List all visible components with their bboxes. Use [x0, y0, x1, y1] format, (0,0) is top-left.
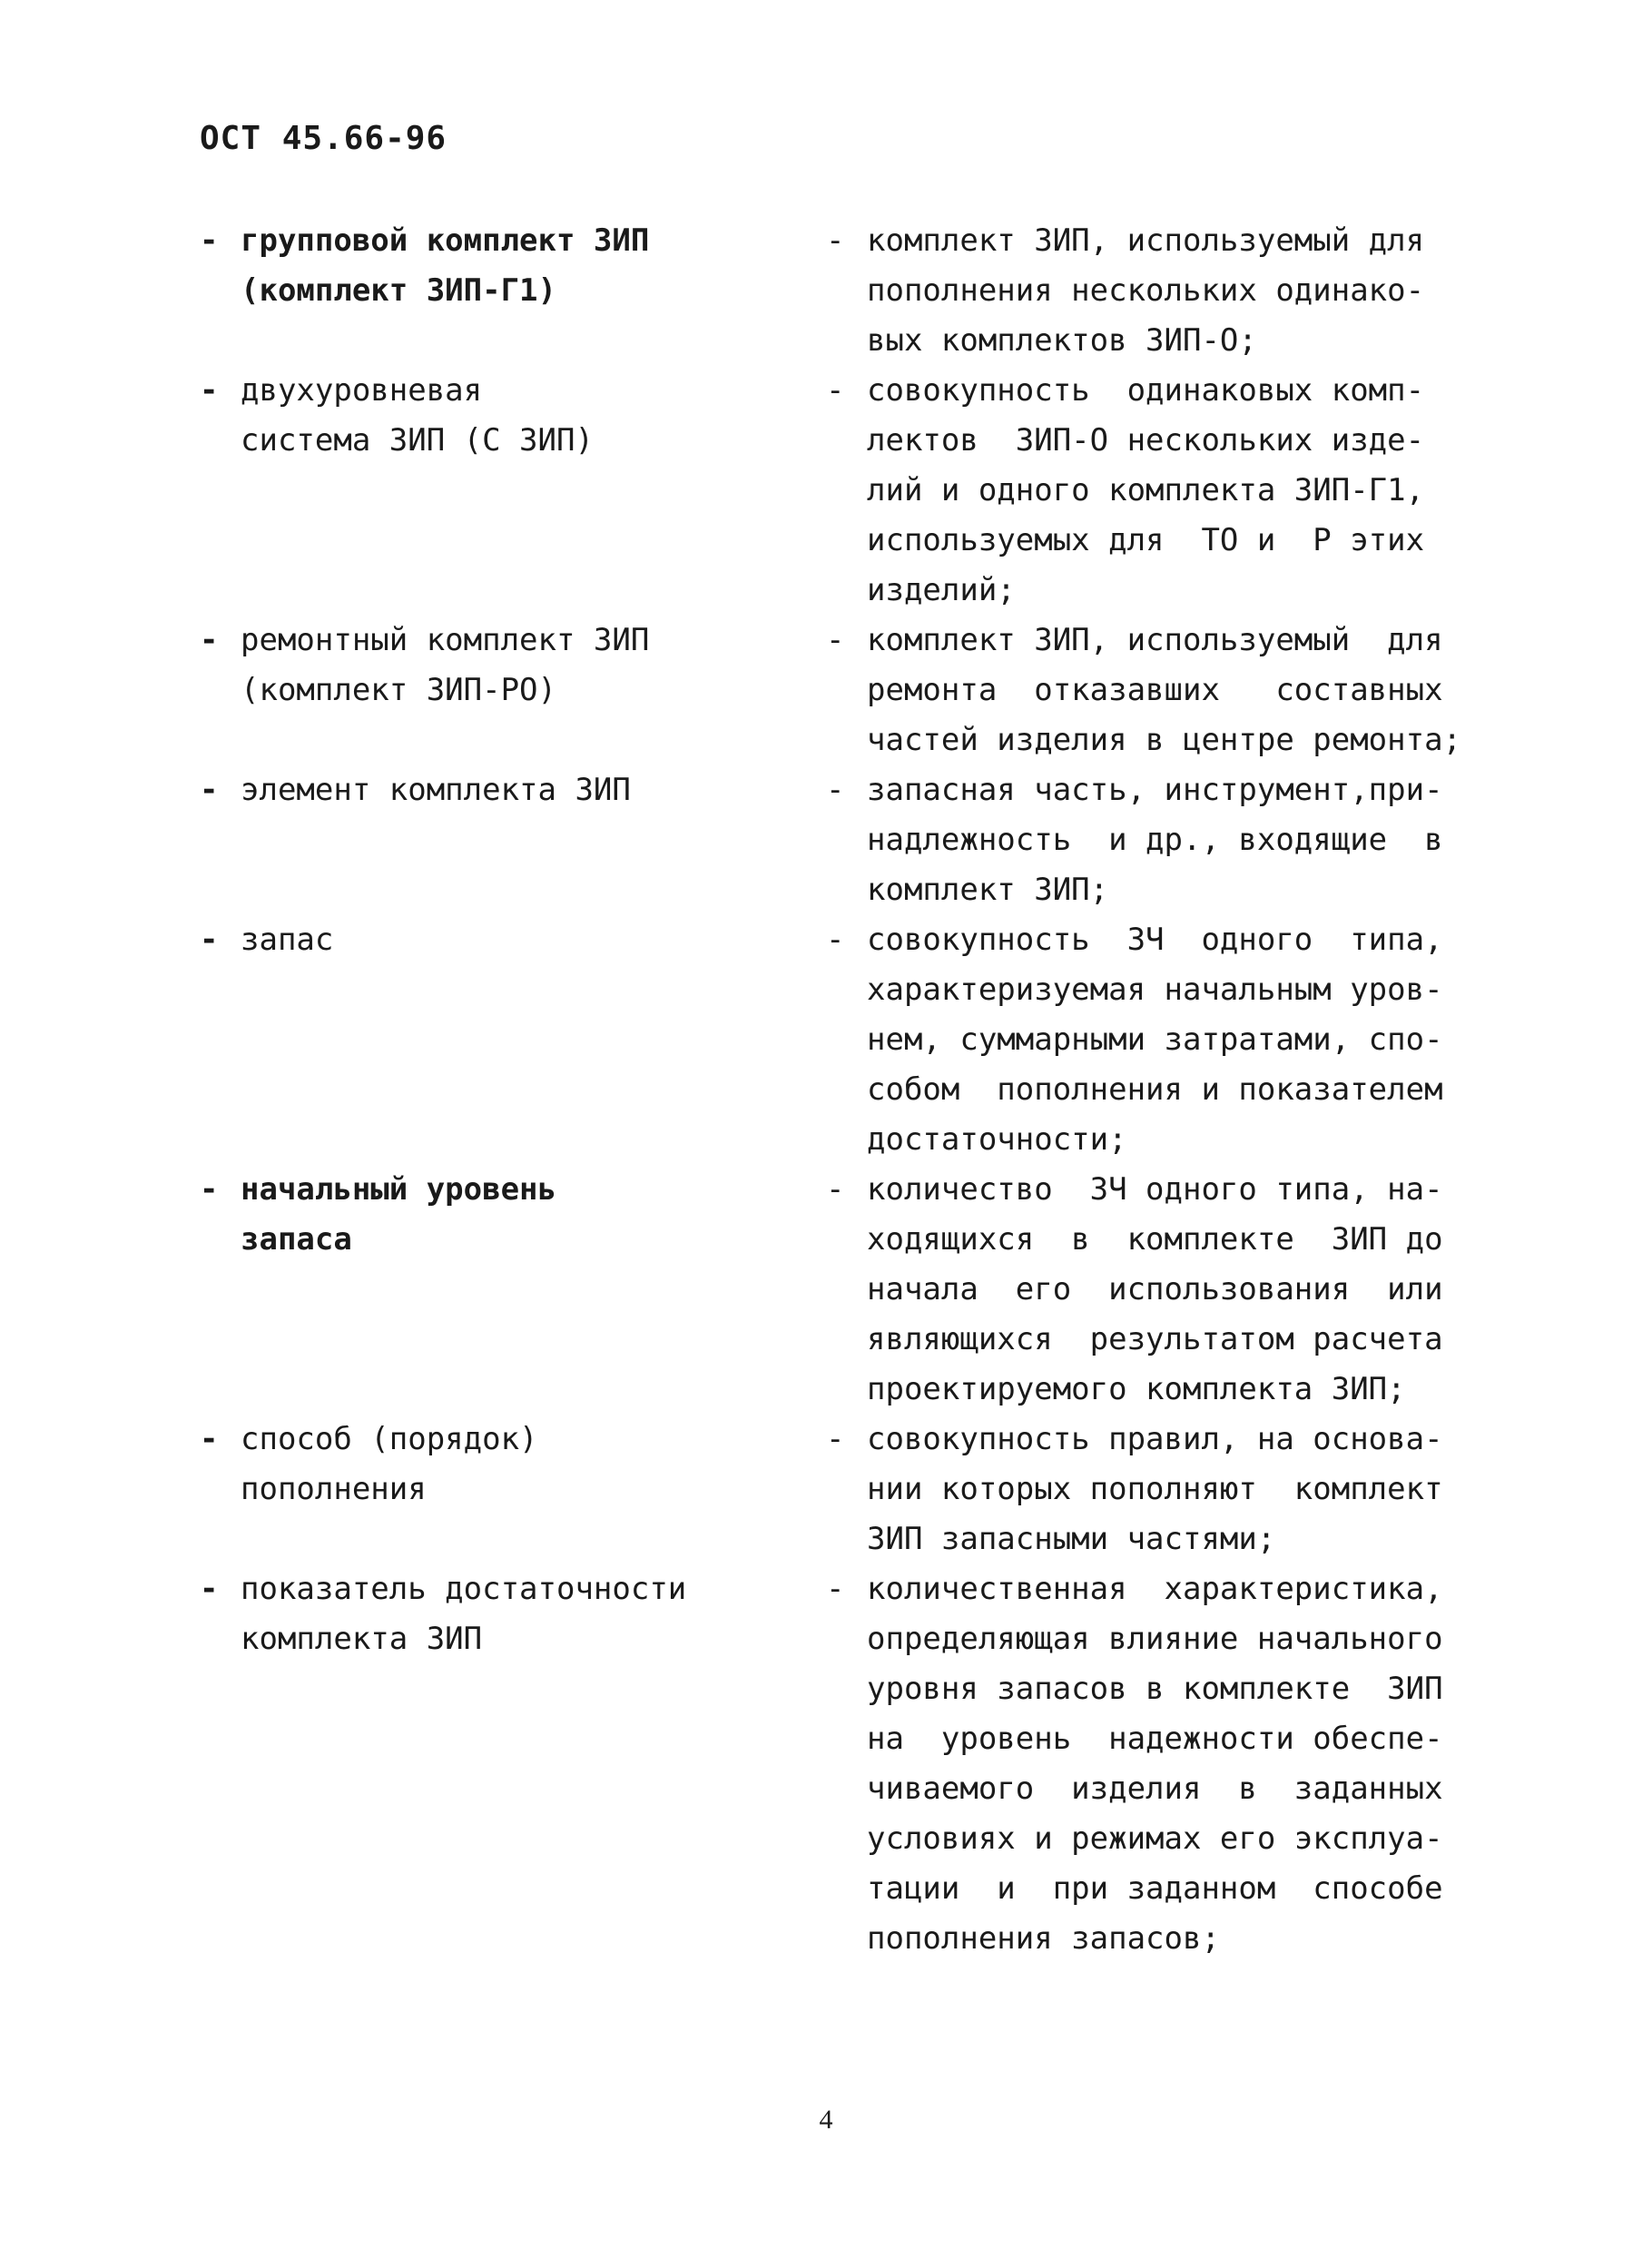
definition-line: используемых для ТО и Р этих: [867, 522, 1425, 558]
definition-text: [867, 765, 1507, 915]
term-name: [241, 366, 826, 616]
term-dash: -: [200, 772, 219, 808]
definition-line: запасная часть, инструмент,при-: [867, 772, 1443, 808]
term-entry: [200, 1564, 1507, 1964]
term-dash: -: [200, 1571, 219, 1607]
term-line: комплекта ЗИП: [241, 1621, 483, 1657]
definition-line: комплект ЗИП;: [867, 872, 1109, 908]
term-name: [241, 765, 826, 915]
term-column: [200, 366, 826, 616]
definition-dash: -: [826, 372, 845, 409]
term-line: запас: [241, 922, 334, 958]
term-column: [200, 765, 826, 915]
definition-line: совокупность одинаковых комп-: [867, 372, 1425, 409]
definition-line: пополнения нескольких одинако-: [867, 272, 1425, 309]
term-line: ремонтный комплект ЗИП: [241, 622, 650, 658]
term-name: [241, 216, 826, 366]
definition-column: [826, 616, 1507, 765]
term-line: групповой комплект ЗИП: [241, 222, 650, 259]
definition-line: собом пополнения и показателем: [867, 1071, 1443, 1108]
term-line: показатель достаточности: [241, 1571, 687, 1607]
term-line: (комплект ЗИП-РО): [241, 672, 556, 708]
term-column: [200, 1165, 826, 1415]
term-line: двухуровневая: [241, 372, 483, 409]
definition-text: [867, 366, 1507, 616]
definition-line: надлежность и др., входящие в: [867, 822, 1443, 858]
term-dash: -: [200, 1421, 219, 1457]
term-entry: [200, 216, 1507, 366]
term-column: [200, 1564, 826, 1964]
term-dash: -: [200, 222, 219, 259]
page-number: 4: [819, 2105, 833, 2135]
term-column: [200, 1415, 826, 1564]
term-line: запаса: [241, 1221, 352, 1258]
term-entry: [200, 765, 1507, 915]
term-name: [241, 1564, 826, 1964]
definition-line: являющихся результатом расчета: [867, 1321, 1443, 1357]
definition-line: нем, суммарными затратами, спо-: [867, 1021, 1443, 1058]
definition-line: нии которых пополняют комплект: [867, 1471, 1443, 1507]
definition-line: характеризуемая начальным уров-: [867, 972, 1443, 1008]
definition-line: ЗИП запасными частями;: [867, 1521, 1276, 1557]
definition-column: [826, 1165, 1507, 1415]
definition-dash: -: [826, 222, 845, 259]
document-code-header: ОСТ 45.66-96: [200, 120, 447, 157]
term-dash: -: [200, 1171, 219, 1208]
definition-column: [826, 765, 1507, 915]
definition-text: [867, 616, 1507, 765]
term-entry: [200, 1165, 1507, 1415]
term-line: (комплект ЗИП-Г1): [241, 272, 556, 309]
definition-column: [826, 216, 1507, 366]
terms-list: [200, 216, 1507, 1964]
definition-line: чиваемого изделия в заданных: [867, 1771, 1443, 1807]
term-name: [241, 1415, 826, 1564]
definition-line: лектов ЗИП-О нескольких изде-: [867, 422, 1425, 459]
definition-dash: -: [826, 922, 845, 958]
definition-line: лий и одного комплекта ЗИП-Г1,: [867, 472, 1425, 508]
term-entry: [200, 1415, 1507, 1564]
definition-line: уровня запасов в комплекте ЗИП: [867, 1671, 1443, 1707]
definition-dash: -: [826, 772, 845, 808]
definition-line: на уровень надежности обеспе-: [867, 1721, 1443, 1757]
definition-line: условиях и режимах его эксплуа-: [867, 1820, 1443, 1857]
term-column: [200, 216, 826, 366]
definition-text: [867, 216, 1507, 366]
definition-line: совокупность правил, на основа-: [867, 1421, 1443, 1457]
term-entry: [200, 616, 1507, 765]
definition-line: комплект ЗИП, используемый для: [867, 622, 1443, 658]
term-entry: [200, 915, 1507, 1165]
definition-line: пополнения запасов;: [867, 1920, 1220, 1957]
term-name: [241, 915, 826, 1165]
term-column: [200, 915, 826, 1165]
definition-line: вых комплектов ЗИП-О;: [867, 322, 1257, 359]
term-line: способ (порядок): [241, 1421, 538, 1457]
definition-text: [867, 1564, 1507, 1964]
term-name: [241, 1165, 826, 1415]
definition-dash: -: [826, 622, 845, 658]
definition-text: [867, 1165, 1507, 1415]
term-dash: -: [200, 922, 219, 958]
definition-line: комплект ЗИП, используемый для: [867, 222, 1425, 259]
definition-column: [826, 915, 1507, 1165]
definition-line: определяющая влияние начального: [867, 1621, 1443, 1657]
definition-line: ремонта отказавших составных: [867, 672, 1443, 708]
term-line: система ЗИП (С ЗИП): [241, 422, 594, 459]
term-entry: [200, 366, 1507, 616]
definition-line: изделий;: [867, 572, 1016, 608]
term-line: пополнения: [241, 1471, 427, 1507]
definition-dash: -: [826, 1421, 845, 1457]
definition-line: тации и при заданном способе: [867, 1870, 1443, 1907]
definition-line: количественная характеристика,: [867, 1571, 1443, 1607]
definition-column: [826, 1415, 1507, 1564]
term-name: [241, 616, 826, 765]
definition-line: начала его использования или: [867, 1271, 1443, 1307]
definition-dash: -: [826, 1171, 845, 1208]
term-dash: -: [200, 622, 219, 658]
definition-dash: -: [826, 1571, 845, 1607]
definition-line: проектируемого комплекта ЗИП;: [867, 1371, 1406, 1407]
definition-line: совокупность ЗЧ одного типа,: [867, 922, 1443, 958]
definition-text: [867, 1415, 1507, 1564]
definition-line: частей изделия в центре ремонта;: [867, 722, 1462, 758]
term-dash: -: [200, 372, 219, 409]
definition-text: [867, 915, 1507, 1165]
definition-line: количество ЗЧ одного типа, на-: [867, 1171, 1443, 1208]
term-line: начальный уровень: [241, 1171, 556, 1208]
definition-column: [826, 366, 1507, 616]
definition-line: достаточности;: [867, 1121, 1127, 1158]
definition-column: [826, 1564, 1507, 1964]
term-line: элемент комплекта ЗИП: [241, 772, 631, 808]
term-column: [200, 616, 826, 765]
definition-line: ходящихся в комплекте ЗИП до: [867, 1221, 1443, 1258]
